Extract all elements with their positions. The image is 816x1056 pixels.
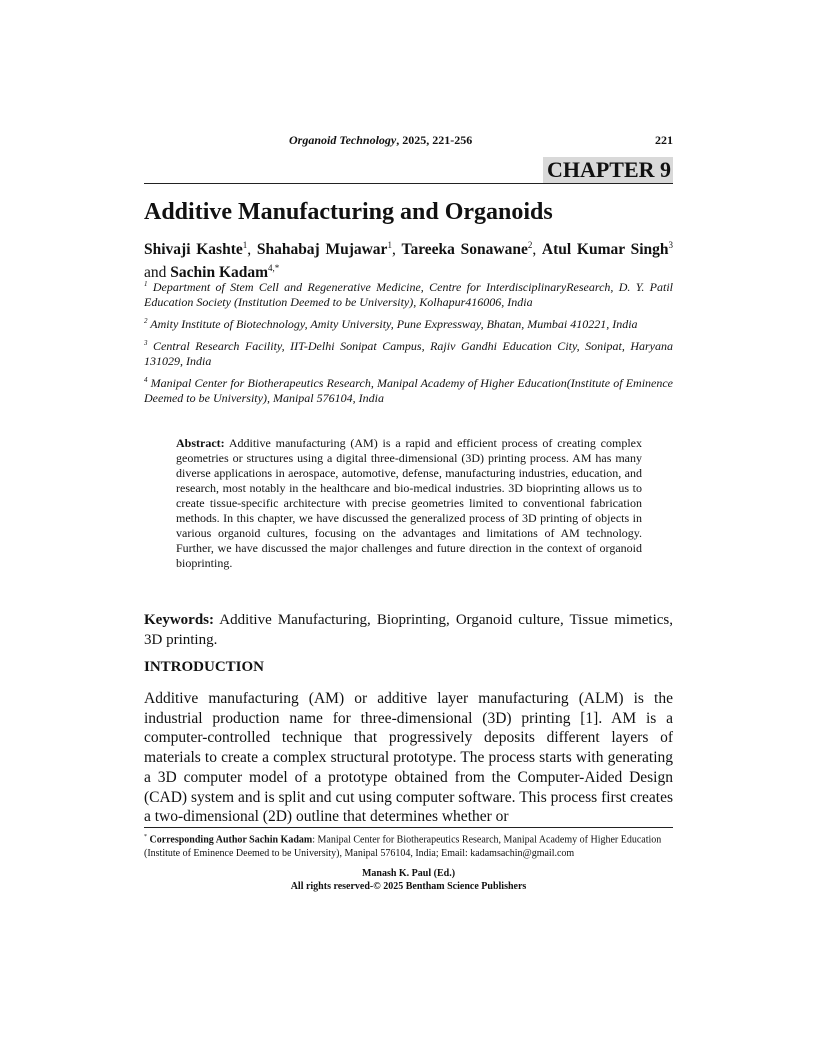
author-affil-mark: 3 [668, 240, 673, 250]
author-name: Shivaji Kashte [144, 241, 243, 259]
footnote [144, 830, 673, 861]
author-affil-mark: 4,* [268, 263, 280, 274]
author-affil-mark: 1 [387, 240, 392, 250]
affiliation [144, 336, 673, 369]
chapter-label: CHAPTER 9 [543, 157, 673, 183]
footnote-label: Corresponding Author Sachin Kadam [149, 834, 313, 846]
author-separator: , [391, 241, 402, 259]
author-name: Tareeka Sonawane [401, 241, 528, 259]
author-affil-mark: 1 [242, 240, 248, 250]
affiliation-list [144, 277, 673, 410]
journal-volume-pages: , 2025, 221-256 [396, 133, 473, 147]
author-separator: , [247, 241, 257, 259]
affiliation-text: Central Research Facility, IIT-Delhi Sonipat Campus, Rajiv Gandhi Education City, Sonipat, Haryana 131029, India [144, 339, 674, 368]
author-separator: and [144, 264, 171, 282]
keywords-label: Keywords: [144, 612, 214, 628]
editor-line: Manash K. Paul (Ed.) [361, 868, 456, 879]
abstract [176, 436, 642, 571]
affiliation-mark: 2 [144, 317, 148, 325]
author-name: Atul Kumar Singh [541, 241, 669, 259]
author-separator: , [532, 241, 542, 259]
abstract-text: Additive manufacturing (AM) is a rapid and efficient process of creating complex geometries or structures using a digital three-dimensional (3D) printing process. AM has many diverse applications in aerospace, automotive, defense, manufacturing industries, education, and research, most notably in the healthcare and bio-medical industries. 3D bioprinting allows us to create tissue-specific architecture with precise geometries limited to conventional fabrication methods. In this chapter, we have discussed the generalized process of 3D printing of objects in various organoid cultures, focusing on the advantages and limitations of AM technology. Further, we have discussed the major challenges and future direction in the context of organoid bioprinting. [176, 436, 643, 570]
footnote-text: : Manipal Center for Biotherapeutics Research, Manipal Academy of Higher Education (Institute of Eminence Deemed to be University), Manipal 576104, India; Email: kadamsachin@gmail.com [144, 834, 662, 860]
running-head [144, 133, 673, 149]
affiliation-mark: 4 [144, 376, 148, 384]
footnote-divider [144, 827, 673, 828]
rights-line: All rights reserved-© 2025 Bentham Science Publishers [290, 881, 527, 892]
affiliation-text: Amity Institute of Biotechnology, Amity University, Pune Expressway, Bhatan, Mumbai 410221, India [150, 317, 638, 331]
section-heading-introduction: INTRODUCTION [144, 659, 265, 675]
author-name: Sachin Kadam [170, 264, 269, 282]
affiliation [144, 314, 673, 332]
publisher-block [144, 867, 673, 893]
affiliation-text: Department of Stem Cell and Regenerative Medicine, Centre for InterdisciplinaryResearch, D. Y. Patil Education Society (Institution Deemed to be University), Kolhapur416006, India [144, 280, 674, 309]
abstract-label: Abstract: [176, 436, 225, 450]
page-number: 221 [655, 133, 673, 147]
affiliation-text: Manipal Center for Biotherapeutics Research, Manipal Academy of Higher Education(Institute of Eminence Deemed to be University), Manipal 576104, India [144, 376, 674, 405]
author-name: Shahabaj Mujawar [256, 241, 388, 259]
introduction-paragraph: Additive manufacturing (AM) or additive layer manufacturing (ALM) is the industrial production name for three-dimensional (3D) printing [1]. AM is a computer-controlled technique that progressively deposits different layers of materials to create a complex structural prototype. The process starts with generating a 3D computer model of a prototype obtained from the Computer-Aided Design (CAD) system and is split and cut using computer software. This process first creates a two-dimensional (2D) outline that determines whether or [144, 690, 673, 826]
affiliation [144, 373, 673, 406]
chapter-rule [144, 157, 673, 184]
journal-name: Organoid Technology [289, 133, 397, 147]
footnote-mark: * [144, 834, 147, 840]
affiliation-mark: 3 [144, 339, 148, 347]
chapter-title: Additive Manufacturing and Organoids [144, 199, 553, 225]
affiliation [144, 277, 673, 310]
journal-citation [289, 133, 472, 148]
author-affil-mark: 2 [527, 240, 533, 250]
author-list [144, 236, 673, 282]
affiliation-mark: 1 [144, 280, 148, 288]
keywords [144, 610, 673, 650]
keywords-text: Additive Manufacturing, Bioprinting, Organoid culture, Tissue mimetics, 3D printing. [144, 612, 673, 648]
